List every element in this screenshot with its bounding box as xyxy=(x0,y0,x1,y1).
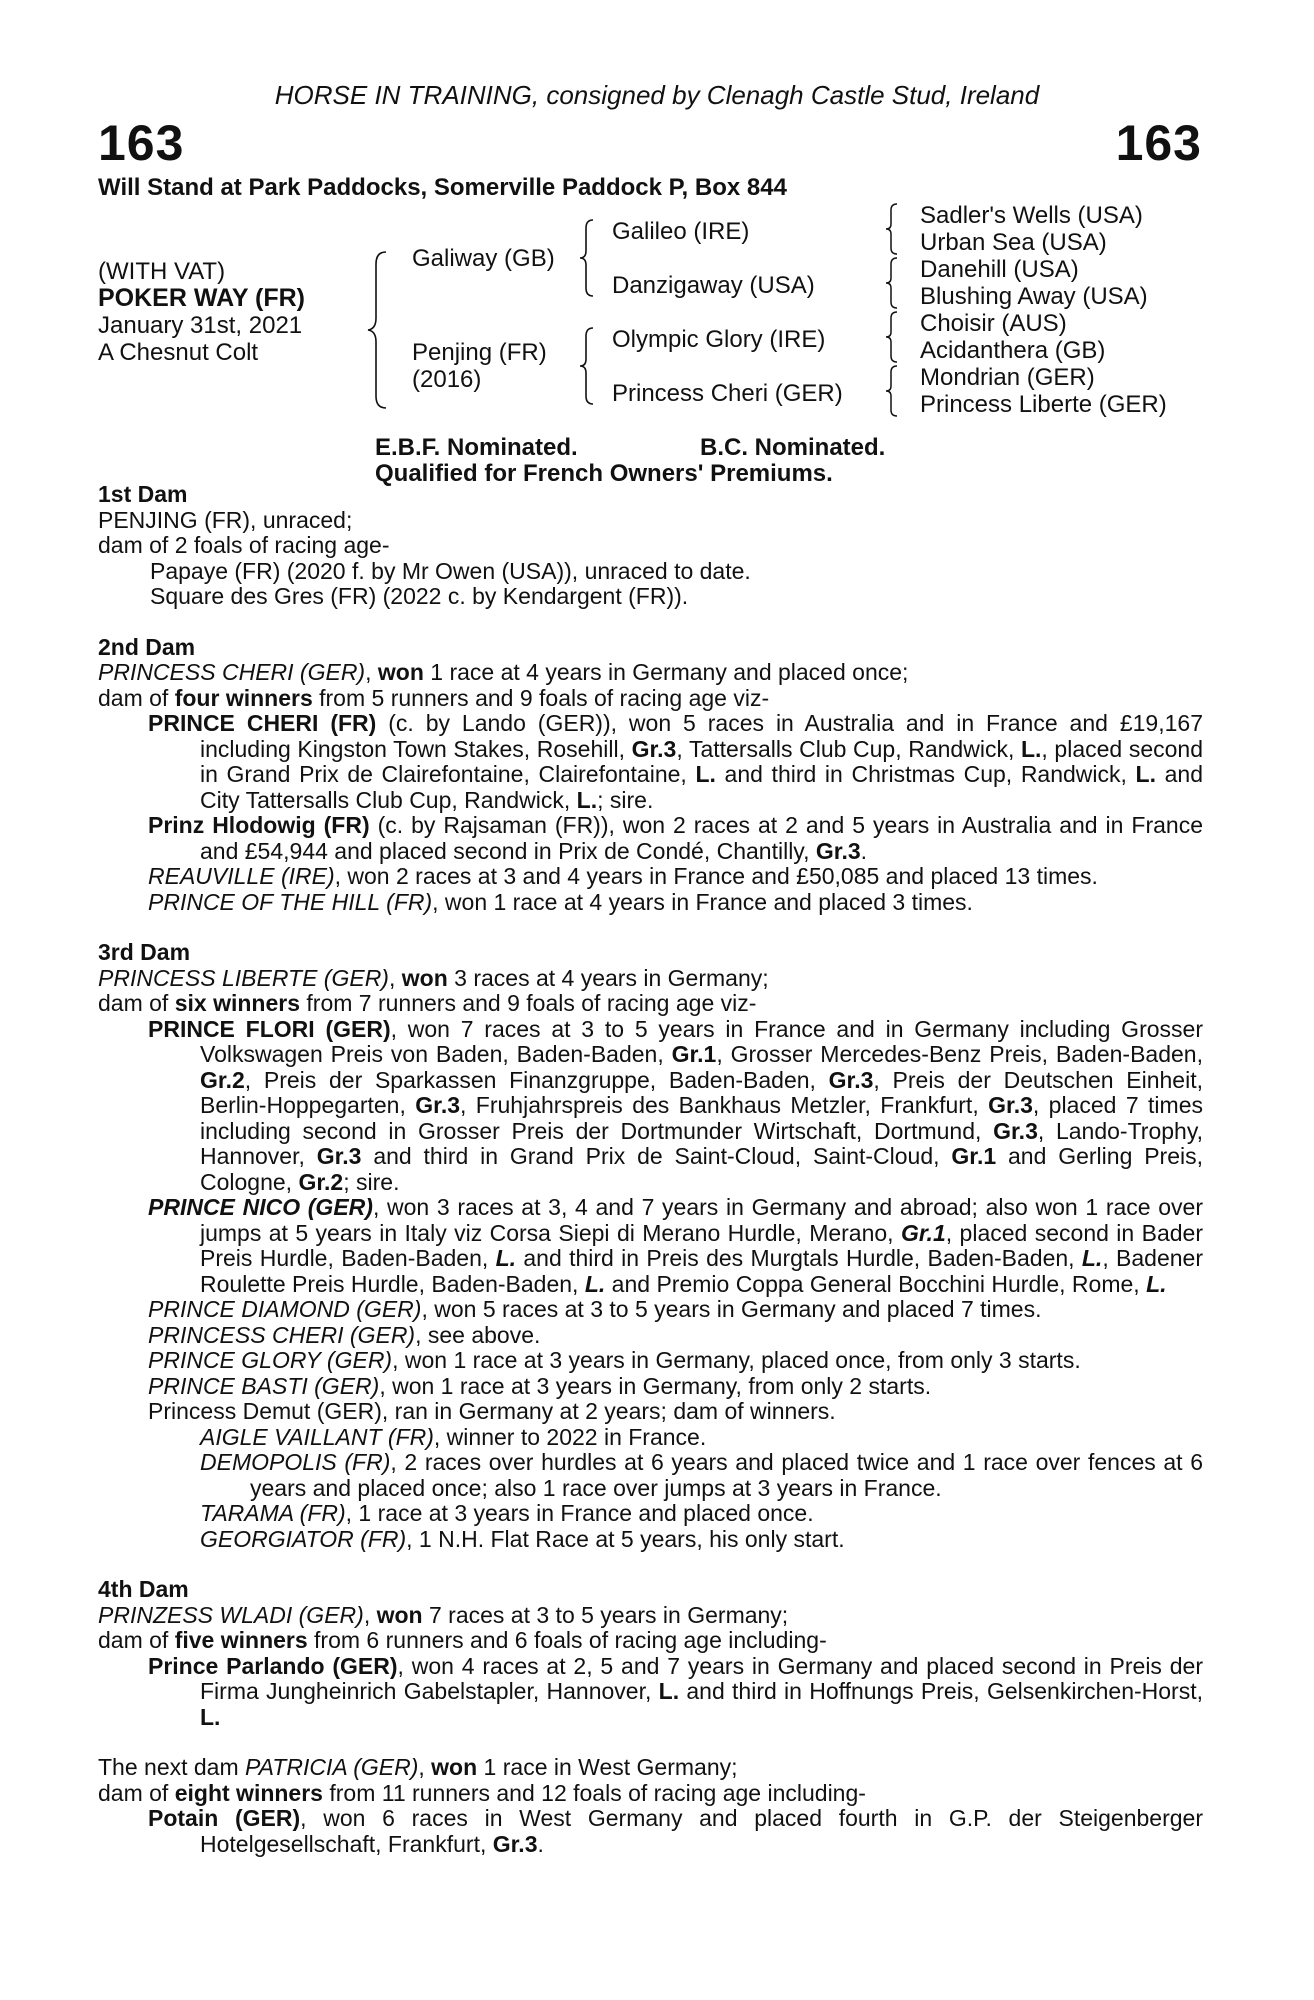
pedigree-brace-g3-1 xyxy=(884,202,900,256)
entry-text: , Preis der Sparkassen Finanzgruppe, Baden-Baden, xyxy=(244,1066,829,1093)
pedigree-brace-g3-4 xyxy=(884,364,900,418)
horse-description: A Chesnut Colt xyxy=(98,339,259,366)
french-premiums: Qualified for French Owners' Premiums. xyxy=(375,460,833,487)
produce-entry xyxy=(98,1654,1203,1731)
produce-text: from 7 runners and 9 foals of racing age viz- xyxy=(300,990,757,1016)
won-label: won xyxy=(431,1754,478,1780)
entry-text: , Badener Roulette Preis Hurdle, Baden-Baden, xyxy=(200,1245,1203,1297)
entry-text: , won 3 races at 3, 4 and 7 years in Germany and abroad; also won 1 race over jumps at 5 years in Italy viz Corsa Siepi di Merano Hurdle, Merano, xyxy=(200,1194,1203,1246)
won-label: won xyxy=(401,964,448,991)
horse-name: AIGLE VAILLANT (FR) xyxy=(200,1423,434,1450)
grade-label: Gr.3 xyxy=(415,1092,461,1118)
grand-produce-entry xyxy=(98,1501,1203,1527)
entry-text: and third in Grand Prix de Saint-Cloud, Saint-Cloud, xyxy=(361,1143,952,1169)
next-dam-produce xyxy=(98,1781,1203,1807)
third-dam-record: PRINCESS LIBERTE (GER), won 3 races at 4 years in Germany; xyxy=(98,964,769,991)
record-text: 1 race in West Germany; xyxy=(477,1754,738,1780)
entry-text: and third in Christmas Cup, Randwick, xyxy=(715,761,1136,787)
listed-label: L. xyxy=(658,1678,680,1704)
entry-text: . xyxy=(860,837,868,864)
pedigree-brace-g3-2 xyxy=(884,256,900,310)
pedigree-g3: Urban Sea (USA) xyxy=(920,229,1107,256)
entry-text: , won 1 race at 3 years in Germany, from only 2 starts. xyxy=(379,1372,932,1399)
pedigree-g3: Sadler's Wells (USA) xyxy=(920,202,1143,229)
entry-text: , 1 N.H. Flat Race at 5 years, his only start. xyxy=(406,1525,845,1552)
entry-text: , placed second in Grand Prix de Clairefontaine, Clairefontaine, xyxy=(200,735,1203,787)
pedigree-g3: Choisir (AUS) xyxy=(920,310,1067,337)
listed-label: L. xyxy=(200,1703,221,1730)
entry-text: , won 1 race at 4 years in France and placed 3 times. xyxy=(432,888,973,915)
entry-text: , Preis der Deutschen Einheit, Berlin-Hoppegarten, xyxy=(200,1066,1203,1118)
intro-text: The next dam xyxy=(98,1754,246,1780)
horse-name: REAUVILLE (IRE) xyxy=(148,863,335,889)
entry-text: , won 1 race at 3 years in Germany, placed once, from only 3 starts. xyxy=(392,1347,1081,1373)
listed-label: L. xyxy=(1135,761,1156,787)
vat-note: (WITH VAT) xyxy=(98,258,226,285)
produce-entry xyxy=(98,1374,1203,1400)
horse-name: PRINCE BASTI (GER) xyxy=(148,1372,380,1399)
horse-name: DEMOPOLIS (FR) xyxy=(200,1449,391,1475)
grand-produce-entry xyxy=(98,1425,1203,1451)
entry-text: and City Tattersalls Club Cup, Randwick, xyxy=(200,761,1204,813)
catalogue-body xyxy=(98,482,1203,1857)
grade-label: Gr.1 xyxy=(671,1041,717,1067)
horse-name: PRINCE FLORI (GER) xyxy=(148,1015,391,1042)
produce-text: from 6 runners and 6 foals of racing age including- xyxy=(307,1627,827,1653)
horse-dob: January 31st, 2021 xyxy=(98,312,303,339)
entry-text: and third in Preis des Murgtals Hurdle, Baden-Baden, xyxy=(516,1245,1082,1271)
listed-label: L. xyxy=(695,761,716,787)
second-dam-record: PRINCESS CHERI (GER), won 1 race at 4 years in Germany and placed once; xyxy=(98,659,909,685)
entry-text: , won 4 races at 2, 5 and 7 years in Germany and placed second in Preis der Firma Jungheinrich Gabelstapler, Hannover, xyxy=(200,1652,1203,1704)
winners-count: eight winners xyxy=(174,1779,323,1806)
pedigree-g3: Princess Liberte (GER) xyxy=(920,391,1167,418)
next-dam-record: The next dam PATRICIA (GER), won 1 race in West Germany; xyxy=(98,1754,738,1780)
produce-entry xyxy=(98,1806,1203,1857)
entry-text: , placed 7 times including second in Grosser Preis der Dortmunder Wirtschaft, Dortmund, xyxy=(200,1092,1203,1144)
pedigree-brace-main xyxy=(366,250,390,410)
horse-name: Prince Parlando (GER) xyxy=(148,1652,398,1679)
produce-entry xyxy=(98,1195,1203,1297)
produce-entry xyxy=(98,1297,1203,1323)
entry-text: , won 2 races at 3 and 4 years in France and £50,085 and placed 13 times. xyxy=(334,863,1098,889)
record-text: 7 races at 3 to 5 years in Germany; xyxy=(422,1601,789,1628)
produce-entry: Princess Demut (GER), ran in Germany at 2 years; dam of winners. xyxy=(148,1398,836,1424)
first-dam-heading: 1st Dam xyxy=(98,481,188,507)
listed-label: L. xyxy=(495,1245,517,1271)
first-dam-foal: Square des Gres (FR) (2022 c. by Kendargent (FR)). xyxy=(150,583,689,609)
entry-text: , Tattersalls Club Cup, Randwick, xyxy=(676,735,1021,762)
dam-name: PRINZESS WLADI (GER) xyxy=(98,1601,364,1628)
listed-label: L. xyxy=(1020,735,1042,762)
ebf-nomination: E.B.F. Nominated. xyxy=(375,434,578,461)
stand-location: Will Stand at Park Paddocks, Somerville Paddock P, Box 844 xyxy=(98,174,787,201)
pedigree-dam-year: (2016) xyxy=(412,366,482,393)
grand-produce-entry xyxy=(98,1527,1203,1553)
grade-label: Gr.2 xyxy=(298,1168,344,1195)
horse-name: Potain (GER) xyxy=(148,1805,301,1831)
entry-text: ; sire. xyxy=(343,1168,400,1195)
pedigree-dam: Penjing (FR) xyxy=(412,339,547,366)
record-text: 3 races at 4 years in Germany; xyxy=(447,964,769,991)
produce-text: from 5 runners and 9 foals of racing age viz- xyxy=(312,684,770,711)
grade-label: Gr.3 xyxy=(316,1143,362,1169)
entry-text: , won 6 races in West Germany and placed fourth in G.P. der Steigenberger Hotelgesellschaft, Frankfurt, xyxy=(200,1805,1203,1857)
produce-entry xyxy=(98,1348,1203,1374)
dam-name: PATRICIA (GER) xyxy=(245,1754,419,1780)
pedigree-brace-dam xyxy=(578,326,596,406)
dam-of-label: dam of xyxy=(98,1627,175,1653)
fourth-dam-produce xyxy=(98,1628,1203,1654)
fourth-dam-heading: 4th Dam xyxy=(98,1576,189,1602)
consignment-header: HORSE IN TRAINING, consigned by Clenagh Castle Stud, Ireland xyxy=(274,80,1040,110)
first-dam-line: dam of 2 foals of racing age- xyxy=(98,532,390,558)
pedigree-dam-dam: Princess Cheri (GER) xyxy=(612,380,843,407)
pedigree-g3: Mondrian (GER) xyxy=(920,364,1095,391)
second-dam-produce xyxy=(98,686,1203,712)
horse-name: PRINCE NICO (GER) xyxy=(148,1194,373,1220)
grade-label: Gr.1 xyxy=(951,1143,997,1169)
entry-text: , 2 races over hurdles at 6 years and placed twice and 1 race over fences at 6 years and placed once; also 1 race over jumps at 3 years in France. xyxy=(250,1449,1203,1501)
horse-name: GEORGIATOR (FR) xyxy=(200,1525,407,1552)
horse-name: PRINCESS CHERI (GER) xyxy=(148,1321,416,1348)
record-text: 1 race at 4 years in Germany and placed once; xyxy=(423,659,909,685)
pedigree-dam-sire: Olympic Glory (IRE) xyxy=(612,326,826,353)
dam-of-label: dam of xyxy=(98,684,175,711)
second-dam-heading: 2nd Dam xyxy=(98,633,196,660)
entry-text: . xyxy=(537,1830,544,1857)
grade-label: Gr.3 xyxy=(815,837,861,864)
dam-of-label: dam of xyxy=(98,1779,175,1806)
entry-text: , winner to 2022 in France. xyxy=(433,1423,707,1450)
horse-name: POKER WAY (FR) xyxy=(98,284,305,312)
lot-number-right: 163 xyxy=(1115,115,1202,171)
grade-label: Gr.1 xyxy=(900,1219,946,1246)
produce-entry xyxy=(98,1017,1203,1196)
entry-text: , won 5 races at 3 to 5 years in Germany and placed 7 times. xyxy=(421,1296,1042,1322)
pedigree-g3: Blushing Away (USA) xyxy=(920,283,1148,310)
third-dam-heading: 3rd Dam xyxy=(98,939,191,965)
produce-entry xyxy=(98,890,1203,916)
pedigree-sire-dam: Danzigaway (USA) xyxy=(612,272,815,299)
grade-label: Gr.3 xyxy=(631,735,677,762)
entry-text: , won 7 races at 3 to 5 years in France and in Germany including Grosser Volkswagen Preis von Baden, Baden-Baden, xyxy=(200,1015,1203,1067)
pedigree-brace-g3-3 xyxy=(884,310,900,364)
produce-entry xyxy=(98,1323,1203,1349)
entry-text: , Grosser Mercedes-Benz Preis, Baden-Baden, xyxy=(716,1041,1203,1067)
listed-label: L. xyxy=(576,786,598,813)
entry-text: ; sire. xyxy=(597,786,654,813)
third-dam-produce xyxy=(98,991,1203,1017)
lot-number-left: 163 xyxy=(98,115,185,171)
entry-text: , see above. xyxy=(415,1321,541,1348)
pedigree-sire-sire: Galileo (IRE) xyxy=(612,218,750,245)
produce-entry xyxy=(98,711,1203,813)
produce-text: from 11 runners and 12 foals of racing age including- xyxy=(322,1779,866,1806)
entry-text: (c. by Lando (GER)), won 5 races in Australia and in France and £19,167 including Kingston Town Stakes, Rosehill, xyxy=(200,710,1203,762)
entry-text: , Lando-Trophy, Hannover, xyxy=(200,1117,1204,1169)
entry-text: and Premio Coppa General Bocchini Hurdle, Rome, xyxy=(605,1270,1147,1297)
pedigree-g3: Danehill (USA) xyxy=(920,256,1079,283)
grand-produce-entry xyxy=(98,1450,1203,1501)
first-dam-foal: Papaye (FR) (2020 f. by Mr Owen (USA)), unraced to date. xyxy=(150,557,751,584)
produce-entry xyxy=(98,813,1203,864)
grade-label: Gr.3 xyxy=(993,1117,1038,1144)
entry-text: (c. by Rajsaman (FR)), won 2 races at 2 and 5 years in Australia and in France and £54,944 and placed second in Prix de Condé, Chantilly, xyxy=(200,812,1203,864)
dam-of-label: dam of xyxy=(98,990,175,1016)
pedigree-sire: Galiway (GB) xyxy=(412,245,555,272)
fourth-dam-record: PRINZESS WLADI (GER), won 7 races at 3 to 5 years in Germany; xyxy=(98,1601,789,1628)
winners-count: four winners xyxy=(174,684,313,711)
dam-name: PRINCESS LIBERTE (GER) xyxy=(98,964,389,991)
horse-name: TARAMA (FR) xyxy=(200,1500,346,1526)
entry-text: and Gerling Preis, Cologne, xyxy=(200,1143,1203,1195)
entry-text: and third in Hoffnungs Preis, Gelsenkirchen-Horst, xyxy=(679,1678,1203,1704)
grade-label: Gr.2 xyxy=(200,1066,245,1093)
listed-label: L. xyxy=(1146,1270,1167,1297)
winners-count: six winners xyxy=(174,990,300,1016)
pedigree-brace-sire xyxy=(578,218,596,298)
produce-entry xyxy=(98,864,1203,890)
horse-name: PRINCE GLORY (GER) xyxy=(148,1347,393,1373)
dam-name: PRINCESS CHERI (GER) xyxy=(98,659,366,685)
first-dam-line: PENJING (FR), unraced; xyxy=(98,506,353,533)
grade-label: Gr.3 xyxy=(988,1092,1033,1118)
entry-text: , placed second in Bader Preis Hurdle, Baden-Baden, xyxy=(200,1219,1203,1271)
entry-text: , 1 race at 3 years in France and placed once. xyxy=(345,1500,814,1526)
won-label: won xyxy=(377,659,424,685)
horse-name: PRINCE DIAMOND (GER) xyxy=(148,1296,422,1322)
horse-name: PRINCE OF THE HILL (FR) xyxy=(148,888,433,915)
grade-label: Gr.3 xyxy=(492,1830,538,1857)
entry-text: , Fruhjahrspreis des Bankhaus Metzler, Frankfurt, xyxy=(460,1092,989,1118)
horse-name: Prinz Hlodowig (FR) xyxy=(148,812,370,838)
won-label: won xyxy=(376,1601,423,1628)
pedigree-g3: Acidanthera (GB) xyxy=(920,337,1106,364)
bc-nomination: B.C. Nominated. xyxy=(700,434,886,461)
listed-label: L. xyxy=(1081,1245,1103,1271)
listed-label: L. xyxy=(584,1270,606,1297)
winners-count: five winners xyxy=(174,1627,308,1653)
grade-label: Gr.3 xyxy=(828,1066,874,1093)
horse-name: PRINCE CHERI (FR) xyxy=(148,710,377,736)
